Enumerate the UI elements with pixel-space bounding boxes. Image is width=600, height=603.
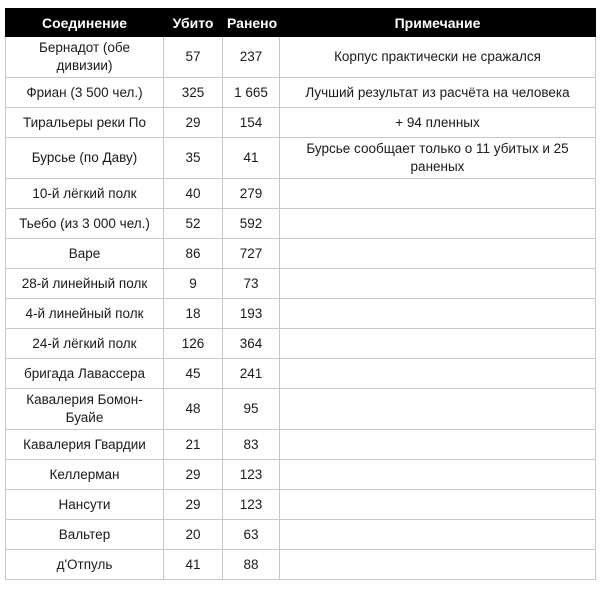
cell-unit: 4-й линейный полк [6,299,164,329]
table-row [6,37,596,78]
table-row [6,329,596,359]
cell-killed: 18 [164,299,223,329]
cell-wounded: 73 [223,269,280,299]
cell-wounded: 193 [223,299,280,329]
cell-killed: 40 [164,179,223,209]
table-row [6,430,596,460]
cell-killed: 325 [164,78,223,108]
cell-note [280,359,596,389]
cell-note [280,490,596,520]
cell-killed: 57 [164,37,223,78]
cell-unit: 24-й лёгкий полк [6,329,164,359]
cell-wounded: 95 [223,389,280,430]
cell-killed: 48 [164,389,223,430]
cell-wounded: 237 [223,37,280,78]
table-row [6,108,596,138]
cell-killed: 21 [164,430,223,460]
cell-killed: 41 [164,550,223,580]
cell-wounded: 364 [223,329,280,359]
table-row [6,239,596,269]
cell-unit: Вальтер [6,520,164,550]
cell-unit: 28-й линейный полк [6,269,164,299]
cell-killed: 52 [164,209,223,239]
cell-note [280,460,596,490]
cell-wounded: 88 [223,550,280,580]
cell-killed: 9 [164,269,223,299]
cell-wounded: 41 [223,138,280,179]
cell-unit: 10-й лёгкий полк [6,179,164,209]
cell-note [280,389,596,430]
table-row [6,299,596,329]
header-killed: Убито [164,9,223,37]
table-row [6,550,596,580]
cell-wounded: 123 [223,460,280,490]
cell-unit: Келлерман [6,460,164,490]
cell-unit: Бернадот (обе дивизии) [6,37,164,78]
cell-unit: Бурсье (по Даву) [6,138,164,179]
cell-unit: Тьебо (из 3 000 чел.) [6,209,164,239]
cell-note [280,430,596,460]
cell-unit: д'Отпуль [6,550,164,580]
cell-killed: 20 [164,520,223,550]
table-row [6,359,596,389]
cell-killed: 29 [164,108,223,138]
cell-wounded: 241 [223,359,280,389]
table-row [6,520,596,550]
header-unit: Соединение [6,9,164,37]
table-row [6,490,596,520]
table-row [6,460,596,490]
cell-note: Корпус практически не сражался [280,37,596,78]
cell-killed: 86 [164,239,223,269]
cell-killed: 126 [164,329,223,359]
cell-killed: 29 [164,460,223,490]
cell-note [280,329,596,359]
cell-note [280,269,596,299]
cell-unit: бригада Лавассера [6,359,164,389]
table-row [6,269,596,299]
cell-unit: Кавалерия Бомон-Буайе [6,389,164,430]
cell-note [280,520,596,550]
header-row [6,9,596,37]
table-row [6,179,596,209]
cell-note [280,299,596,329]
cell-wounded: 279 [223,179,280,209]
cell-note: Лучший результат из расчёта на человека [280,78,596,108]
cell-wounded: 83 [223,430,280,460]
header-wounded: Ранено [223,9,280,37]
cell-unit: Нансути [6,490,164,520]
cell-killed: 35 [164,138,223,179]
cell-note [280,209,596,239]
table-row [6,389,596,430]
cell-killed: 45 [164,359,223,389]
cell-unit: Кавалерия Гвардии [6,430,164,460]
cell-unit: Варе [6,239,164,269]
cell-wounded: 63 [223,520,280,550]
cell-note: + 94 пленных [280,108,596,138]
cell-note: Бурсье сообщает только о 11 убитых и 25 раненых [280,138,596,179]
cell-wounded: 592 [223,209,280,239]
table-row [6,209,596,239]
cell-note [280,550,596,580]
cell-unit: Тиральеры реки По [6,108,164,138]
losses-table [5,8,596,580]
cell-killed: 29 [164,490,223,520]
cell-note [280,179,596,209]
table-row [6,78,596,108]
cell-wounded: 1 665 [223,78,280,108]
table-row [6,138,596,179]
cell-wounded: 727 [223,239,280,269]
cell-unit: Фриан (3 500 чел.) [6,78,164,108]
cell-wounded: 154 [223,108,280,138]
cell-wounded: 123 [223,490,280,520]
cell-note [280,239,596,269]
header-note: Примечание [280,9,596,37]
